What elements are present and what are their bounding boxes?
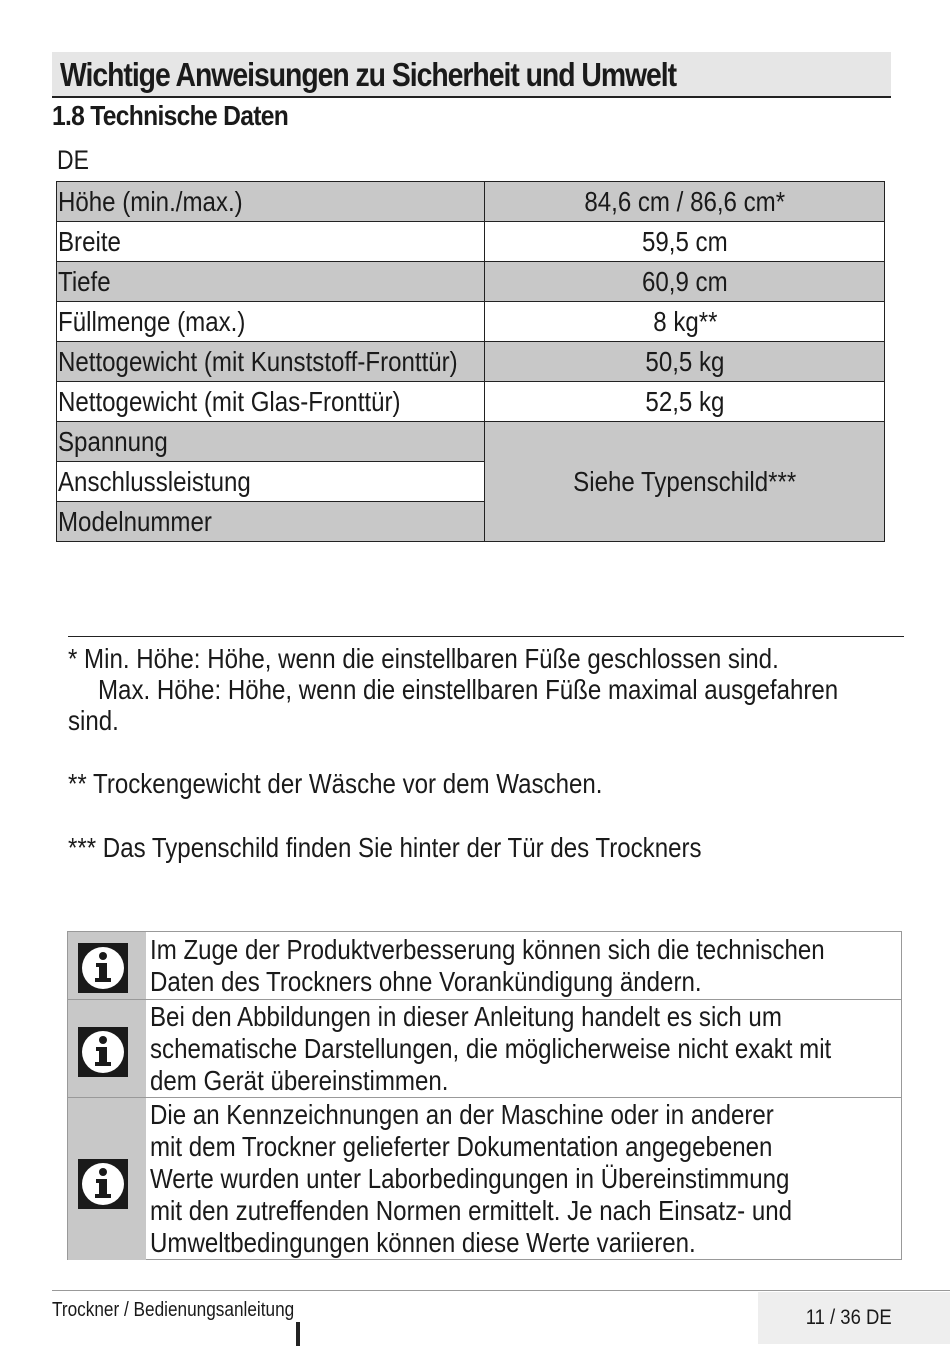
row-label: Füllmenge (max.) bbox=[57, 302, 485, 342]
footer-mark bbox=[296, 1322, 300, 1346]
info-icon bbox=[78, 943, 128, 993]
info-note-line: Daten des Trockners ohne Vorankündigung ändern. bbox=[150, 966, 702, 997]
info-note-line: Im Zuge der Produktverbesserung können sich die technischen bbox=[150, 934, 825, 965]
footnote-height: * Min. Höhe: Höhe, wenn die einstellbaren Füße geschlossen sind. bbox=[68, 643, 779, 674]
page-number: 11 / 36 DE bbox=[806, 1306, 892, 1329]
row-value: 8 kg** bbox=[485, 302, 885, 342]
row-value: 52,5 kg bbox=[485, 382, 885, 422]
footnote-height-max: Max. Höhe: Höhe, wenn die einstellbaren Füße maximal ausgefahren bbox=[98, 674, 839, 705]
row-label: Breite bbox=[57, 222, 485, 262]
info-note-line: dem Gerät übereinstimmen. bbox=[150, 1065, 449, 1096]
row-value: 50,5 kg bbox=[485, 342, 885, 382]
row-label: Nettogewicht (mit Kunststoff-Fronttür) bbox=[57, 342, 485, 382]
info-note-line: mit den zutreffenden Normen ermittelt. Je nach Einsatz- und bbox=[150, 1195, 793, 1226]
info-note-line: Werte wurden unter Laborbedingungen in Übereinstimmung bbox=[150, 1163, 790, 1194]
info-note bbox=[68, 932, 901, 999]
info-note bbox=[68, 999, 901, 1097]
row-label: Höhe (min./max.) bbox=[57, 182, 485, 222]
section-title: 1.8 Technische Daten bbox=[52, 100, 289, 131]
row-label: Spannung bbox=[57, 422, 485, 462]
row-label: Nettogewicht (mit Glas-Fronttür) bbox=[57, 382, 485, 422]
info-icon bbox=[78, 1027, 128, 1077]
row-value: 59,5 cm bbox=[485, 222, 885, 262]
technical-data-table bbox=[56, 181, 885, 542]
footer-divider bbox=[52, 1290, 950, 1291]
merged-value-cell: Siehe Typenschild*** bbox=[485, 422, 885, 542]
info-note-line: mit dem Trockner gelieferter Dokumentation angegebenen bbox=[150, 1131, 773, 1162]
info-note bbox=[68, 1097, 901, 1260]
footer-page-box bbox=[758, 1292, 950, 1344]
table-row bbox=[57, 182, 885, 222]
table-row bbox=[57, 422, 885, 462]
table-row bbox=[57, 222, 885, 262]
info-note-line: Umweltbedingungen können diese Werte variieren. bbox=[150, 1227, 696, 1258]
info-notes-box bbox=[67, 931, 902, 1260]
info-note-line: Die an Kennzeichnungen an der Maschine oder in anderer bbox=[150, 1099, 774, 1130]
footnote-weight: ** Trockengewicht der Wäsche vor dem Waschen. bbox=[68, 768, 603, 799]
row-value: 84,6 cm / 86,6 cm* bbox=[485, 182, 885, 222]
page-header bbox=[52, 52, 891, 98]
row-label: Tiefe bbox=[57, 262, 485, 302]
footnote-height-cont: sind. bbox=[68, 705, 119, 736]
page-title: Wichtige Anweisungen zu Sicherheit und Umwelt bbox=[60, 56, 677, 93]
table-row bbox=[57, 302, 885, 342]
footnote-divider bbox=[68, 636, 904, 637]
row-label: Anschlussleistung bbox=[57, 462, 485, 502]
row-label: Modelnummer bbox=[57, 502, 485, 542]
table-row bbox=[57, 342, 885, 382]
language-label: DE bbox=[57, 145, 89, 175]
info-note-line: schematische Darstellungen, die möglicherweise nicht exakt mit bbox=[150, 1033, 832, 1064]
footnote-typeplate: *** Das Typenschild finden Sie hinter der Tür des Trockners bbox=[68, 832, 702, 863]
footer-document-title: Trockner / Bedienungsanleitung bbox=[52, 1299, 295, 1321]
info-icon bbox=[78, 1159, 128, 1209]
row-value: 60,9 cm bbox=[485, 262, 885, 302]
table-row bbox=[57, 382, 885, 422]
info-note-line: Bei den Abbildungen in dieser Anleitung handelt es sich um bbox=[150, 1001, 782, 1032]
table-row bbox=[57, 262, 885, 302]
